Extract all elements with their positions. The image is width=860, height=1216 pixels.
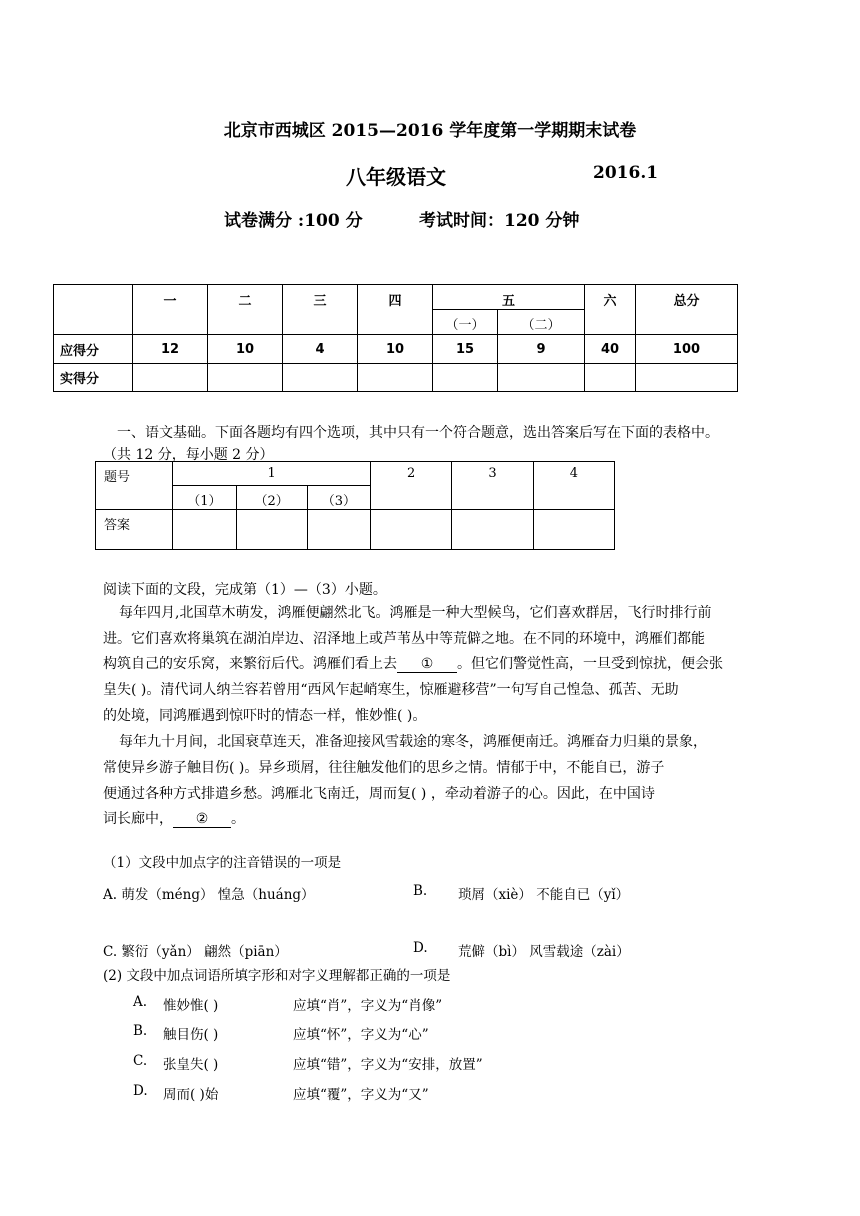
score-col-total: 总分 bbox=[636, 285, 738, 335]
exam-date: 2016.1 bbox=[593, 163, 659, 183]
answer-table-q4: 4 bbox=[533, 462, 614, 510]
points-1: 12 bbox=[133, 335, 208, 364]
passage-p1-line3a: 构筑自己的安乐窝，来繁衍后代。鸿雁们看上去 bbox=[103, 656, 397, 672]
blank-2[interactable]: ② bbox=[173, 811, 231, 828]
score-col-5: 五 bbox=[433, 285, 585, 310]
q2-option-d-label[interactable]: D. bbox=[133, 1083, 148, 1099]
actual-6[interactable] bbox=[585, 364, 636, 392]
blank-1[interactable]: ① bbox=[397, 656, 457, 673]
q2-option-b-text[interactable]: 应填“怀”，字义为“心” bbox=[293, 1027, 429, 1043]
score-col-4: 四 bbox=[358, 285, 433, 335]
full-score: 试卷满分 :100 分 bbox=[224, 211, 363, 231]
answer-table-a-label: 答案 bbox=[96, 510, 173, 550]
actual-total[interactable] bbox=[636, 364, 738, 392]
exam-subject: 八年级语文 bbox=[346, 165, 446, 189]
passage-p2-line4b: 。 bbox=[231, 811, 245, 827]
actual-5-2[interactable] bbox=[498, 364, 585, 392]
points-5-2: 9 bbox=[498, 335, 585, 364]
score-sub-5-1: （一） bbox=[433, 310, 498, 335]
passage-p2-line4a: 词长廊中， bbox=[103, 811, 173, 827]
answer-table-q3: 3 bbox=[452, 462, 533, 510]
passage-p1-line4: 皇失( )。清代词人纳兰容若曾用“西风乍起峭寒生，惊雁避移营”一句写自己惶急、孤苦、无助 bbox=[103, 682, 679, 698]
passage-p2-line4 bbox=[103, 808, 245, 828]
points-4: 10 bbox=[358, 335, 433, 364]
actual-4[interactable] bbox=[358, 364, 433, 392]
answer-cell-4[interactable] bbox=[533, 510, 614, 550]
q2-stem: (2) 文段中加点词语所填字形和对字义理解都正确的一项是 bbox=[103, 968, 451, 984]
passage-p2-line2: 常使异乡游子触目伤( )。异乡琐屑，往往触发他们的思乡之情。情郁于中，不能自已，游子 bbox=[103, 760, 665, 776]
passage-instruction: 阅读下面的文段，完成第（1）—（3）小题。 bbox=[103, 582, 387, 598]
score-col-3: 三 bbox=[283, 285, 358, 335]
q1-option-b-label[interactable]: B. bbox=[413, 883, 428, 899]
answer-cell-2[interactable] bbox=[371, 510, 452, 550]
q1-option-b[interactable]: 琐屑（xiè） 不能自已（yǐ） bbox=[458, 887, 630, 903]
row-label-actual: 实得分 bbox=[54, 364, 133, 392]
answer-cell-1-1[interactable] bbox=[173, 510, 236, 550]
q2-option-c-label[interactable]: C. bbox=[133, 1053, 148, 1069]
q2-option-b-label[interactable]: B. bbox=[133, 1023, 148, 1039]
passage-p2-line1: 每年九十月间，北国衰草连天，准备迎接风雪载途的寒冬，鸿雁便南迁。鸿雁奋力归巢的景象， bbox=[119, 734, 707, 750]
score-col-6: 六 bbox=[585, 285, 636, 335]
q1-stem: （1）文段中加点字的注音错误的一项是 bbox=[103, 855, 342, 871]
answer-table-q-label: 题号 bbox=[96, 462, 173, 510]
points-total: 100 bbox=[636, 335, 738, 364]
q2-option-c-word[interactable]: 张皇失( ) bbox=[163, 1057, 219, 1073]
answer-cell-1-3[interactable] bbox=[307, 510, 370, 550]
exam-time: 考试时间：120 分钟 bbox=[419, 211, 580, 231]
actual-2[interactable] bbox=[208, 364, 283, 392]
points-5-1: 15 bbox=[433, 335, 498, 364]
score-col-1: 一 bbox=[133, 285, 208, 335]
actual-3[interactable] bbox=[283, 364, 358, 392]
q2-option-a-label[interactable]: A. bbox=[133, 994, 148, 1010]
row-label-points: 应得分 bbox=[54, 335, 133, 364]
passage-p1-line3 bbox=[103, 653, 723, 673]
score-sub-5-2: （二） bbox=[498, 310, 585, 335]
points-3: 4 bbox=[283, 335, 358, 364]
answer-table-q1: 1 bbox=[173, 462, 371, 486]
q2-option-d-text[interactable]: 应填“覆”，字义为“又” bbox=[293, 1087, 429, 1103]
answer-table-q1-1: （1） bbox=[173, 486, 236, 510]
q1-option-d[interactable]: 荒僻（bì） 风雪载途（zài） bbox=[458, 944, 630, 960]
passage-p1-line1: 每年四月,北国草木萌发，鸿雁便翩然北飞。鸿雁是一种大型候鸟，它们喜欢群居，飞行时排行前 bbox=[119, 605, 712, 621]
exam-title: 北京市西城区 2015—2016 学年度第一学期期末试卷 bbox=[223, 121, 637, 141]
q2-option-d-word[interactable]: 周而( )始 bbox=[163, 1087, 219, 1103]
answer-cell-1-2[interactable] bbox=[236, 510, 307, 550]
q2-option-b-word[interactable]: 触目伤( ) bbox=[163, 1027, 219, 1043]
passage-p1-line5: 的处境，同鸿雁遇到惊吓时的情态一样，惟妙惟( )。 bbox=[103, 708, 427, 724]
q1-option-d-label[interactable]: D. bbox=[413, 940, 428, 956]
points-6: 40 bbox=[585, 335, 636, 364]
answer-table-q2: 2 bbox=[371, 462, 452, 510]
passage-p2-line3: 便通过各种方式排遣乡愁。鸿雁北飞南迁，周而复( ) ，牵动着游子的心。因此，在中国诗 bbox=[103, 786, 655, 802]
answer-table-q1-3: （3） bbox=[307, 486, 370, 510]
section1-intro-line1: 一、语文基础。下面各题均有四个选项，其中只有一个符合题意，选出答案后写在下面的表格中。 bbox=[117, 425, 719, 441]
actual-1[interactable] bbox=[133, 364, 208, 392]
q2-option-a-word[interactable]: 惟妙惟( ) bbox=[163, 998, 219, 1014]
answer-table-q1-2: （2） bbox=[236, 486, 307, 510]
actual-5-1[interactable] bbox=[433, 364, 498, 392]
passage-p1-line2: 进。它们喜欢将巢筑在湖泊岸边、沼泽地上或芦苇丛中等荒僻之地。在不同的环境中，鸿雁们都能 bbox=[103, 631, 705, 647]
passage-p1-line3b: 。但它们警觉性高，一旦受到惊扰，便会张 bbox=[457, 656, 723, 672]
q1-option-c[interactable]: C. 繁衍（yǎn） 翩然（piān） bbox=[103, 944, 288, 960]
q1-option-a[interactable]: A. 萌发（méng） 惶急（huáng） bbox=[103, 887, 315, 903]
q2-option-a-text[interactable]: 应填“肖”，字义为“肖像” bbox=[293, 998, 443, 1014]
score-table-corner bbox=[54, 285, 133, 335]
q2-option-c-text[interactable]: 应填“错”，字义为“安排，放置” bbox=[293, 1057, 483, 1073]
answer-cell-3[interactable] bbox=[452, 510, 533, 550]
score-col-2: 二 bbox=[208, 285, 283, 335]
points-2: 10 bbox=[208, 335, 283, 364]
answer-table bbox=[95, 461, 615, 550]
section1-intro-line2: （共 12 分，每小题 2 分） bbox=[103, 447, 274, 463]
score-table bbox=[53, 284, 738, 392]
